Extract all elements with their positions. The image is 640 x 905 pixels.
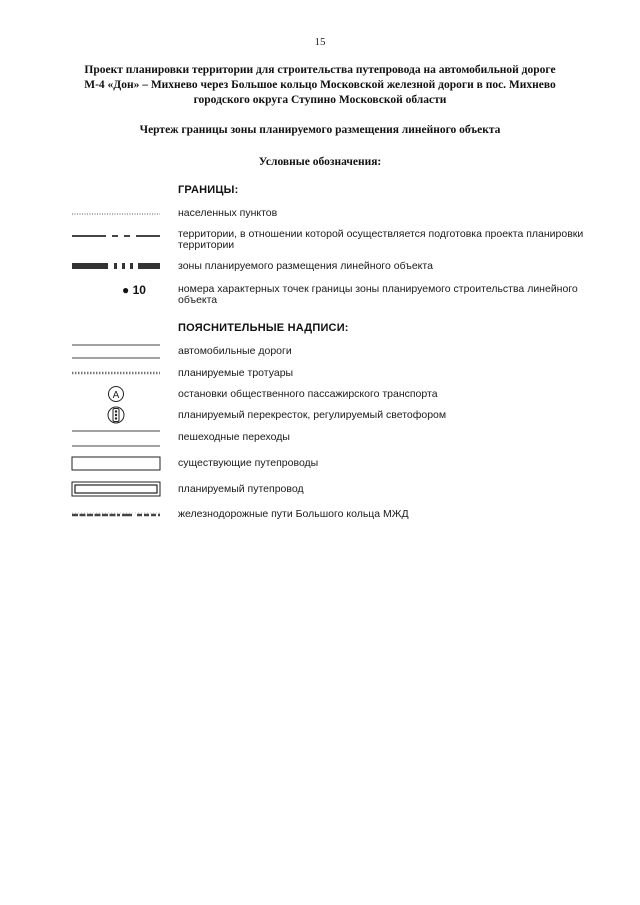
dash-dot-line-symbol — [70, 227, 162, 247]
legend-label: населенных пунктов — [178, 207, 278, 219]
legend-label: существующие путепроводы — [178, 457, 319, 469]
legend-label: зоны планируемого размещения линейного объекта — [178, 260, 433, 272]
legend-label: автомобильные дороги — [178, 345, 292, 357]
boundaries-heading: ГРАНИЦЫ: — [178, 184, 239, 196]
title-line: М-4 «Дон» – Михнево через Большое кольцо Московской железной дороги в пос. Михнево — [84, 79, 556, 91]
document-title — [40, 63, 600, 108]
bus-stop-icon: А — [112, 390, 120, 401]
legend-title: Условные обозначения: — [258, 156, 382, 168]
legend-label: железнодорожные пути Большого кольца МЖД — [178, 508, 409, 520]
legend-label: территории, в отношении которой осуществляется подготовка проекта планировки территории — [178, 228, 584, 251]
point-number-symbol — [70, 282, 162, 302]
legend-label: пешеходные переходы — [178, 431, 290, 443]
dotted-thin-line-symbol — [70, 204, 162, 224]
legend-label: номера характерных точек границы зоны планируемого строительства линейного объекта — [178, 283, 578, 306]
double-line-symbol — [70, 341, 162, 361]
point-number-sample: ● 10 — [122, 283, 146, 297]
legend-label: остановки общественного пассажирского транспорта — [178, 388, 438, 400]
railway-line-symbol — [70, 505, 162, 525]
double-line-symbol — [70, 428, 162, 448]
page-number: 15 — [314, 36, 326, 48]
title-line: Проект планировки территории для строительства путепровода на автомобильной дороге — [84, 64, 556, 76]
bus-stop-symbol — [70, 384, 162, 404]
legend-label: планируемый перекресток, регулируемый светофором — [178, 409, 447, 421]
hatched-line-symbol — [70, 363, 162, 383]
traffic-light-icon — [70, 405, 162, 425]
annotations-heading: ПОЯСНИТЕЛЬНЫЕ НАДПИСИ: — [178, 322, 349, 334]
double-rectangle-symbol — [70, 479, 162, 499]
legend-label: планируемый путепровод — [178, 483, 304, 495]
title-line: городского округа Ступино Московской области — [193, 94, 447, 106]
thick-dash-line-symbol — [70, 257, 162, 277]
drawing-subtitle: Чертеж границы зоны планируемого размещения линейного объекта — [139, 124, 501, 136]
rectangle-symbol — [70, 454, 162, 474]
legend-label: планируемые тротуары — [178, 367, 294, 379]
